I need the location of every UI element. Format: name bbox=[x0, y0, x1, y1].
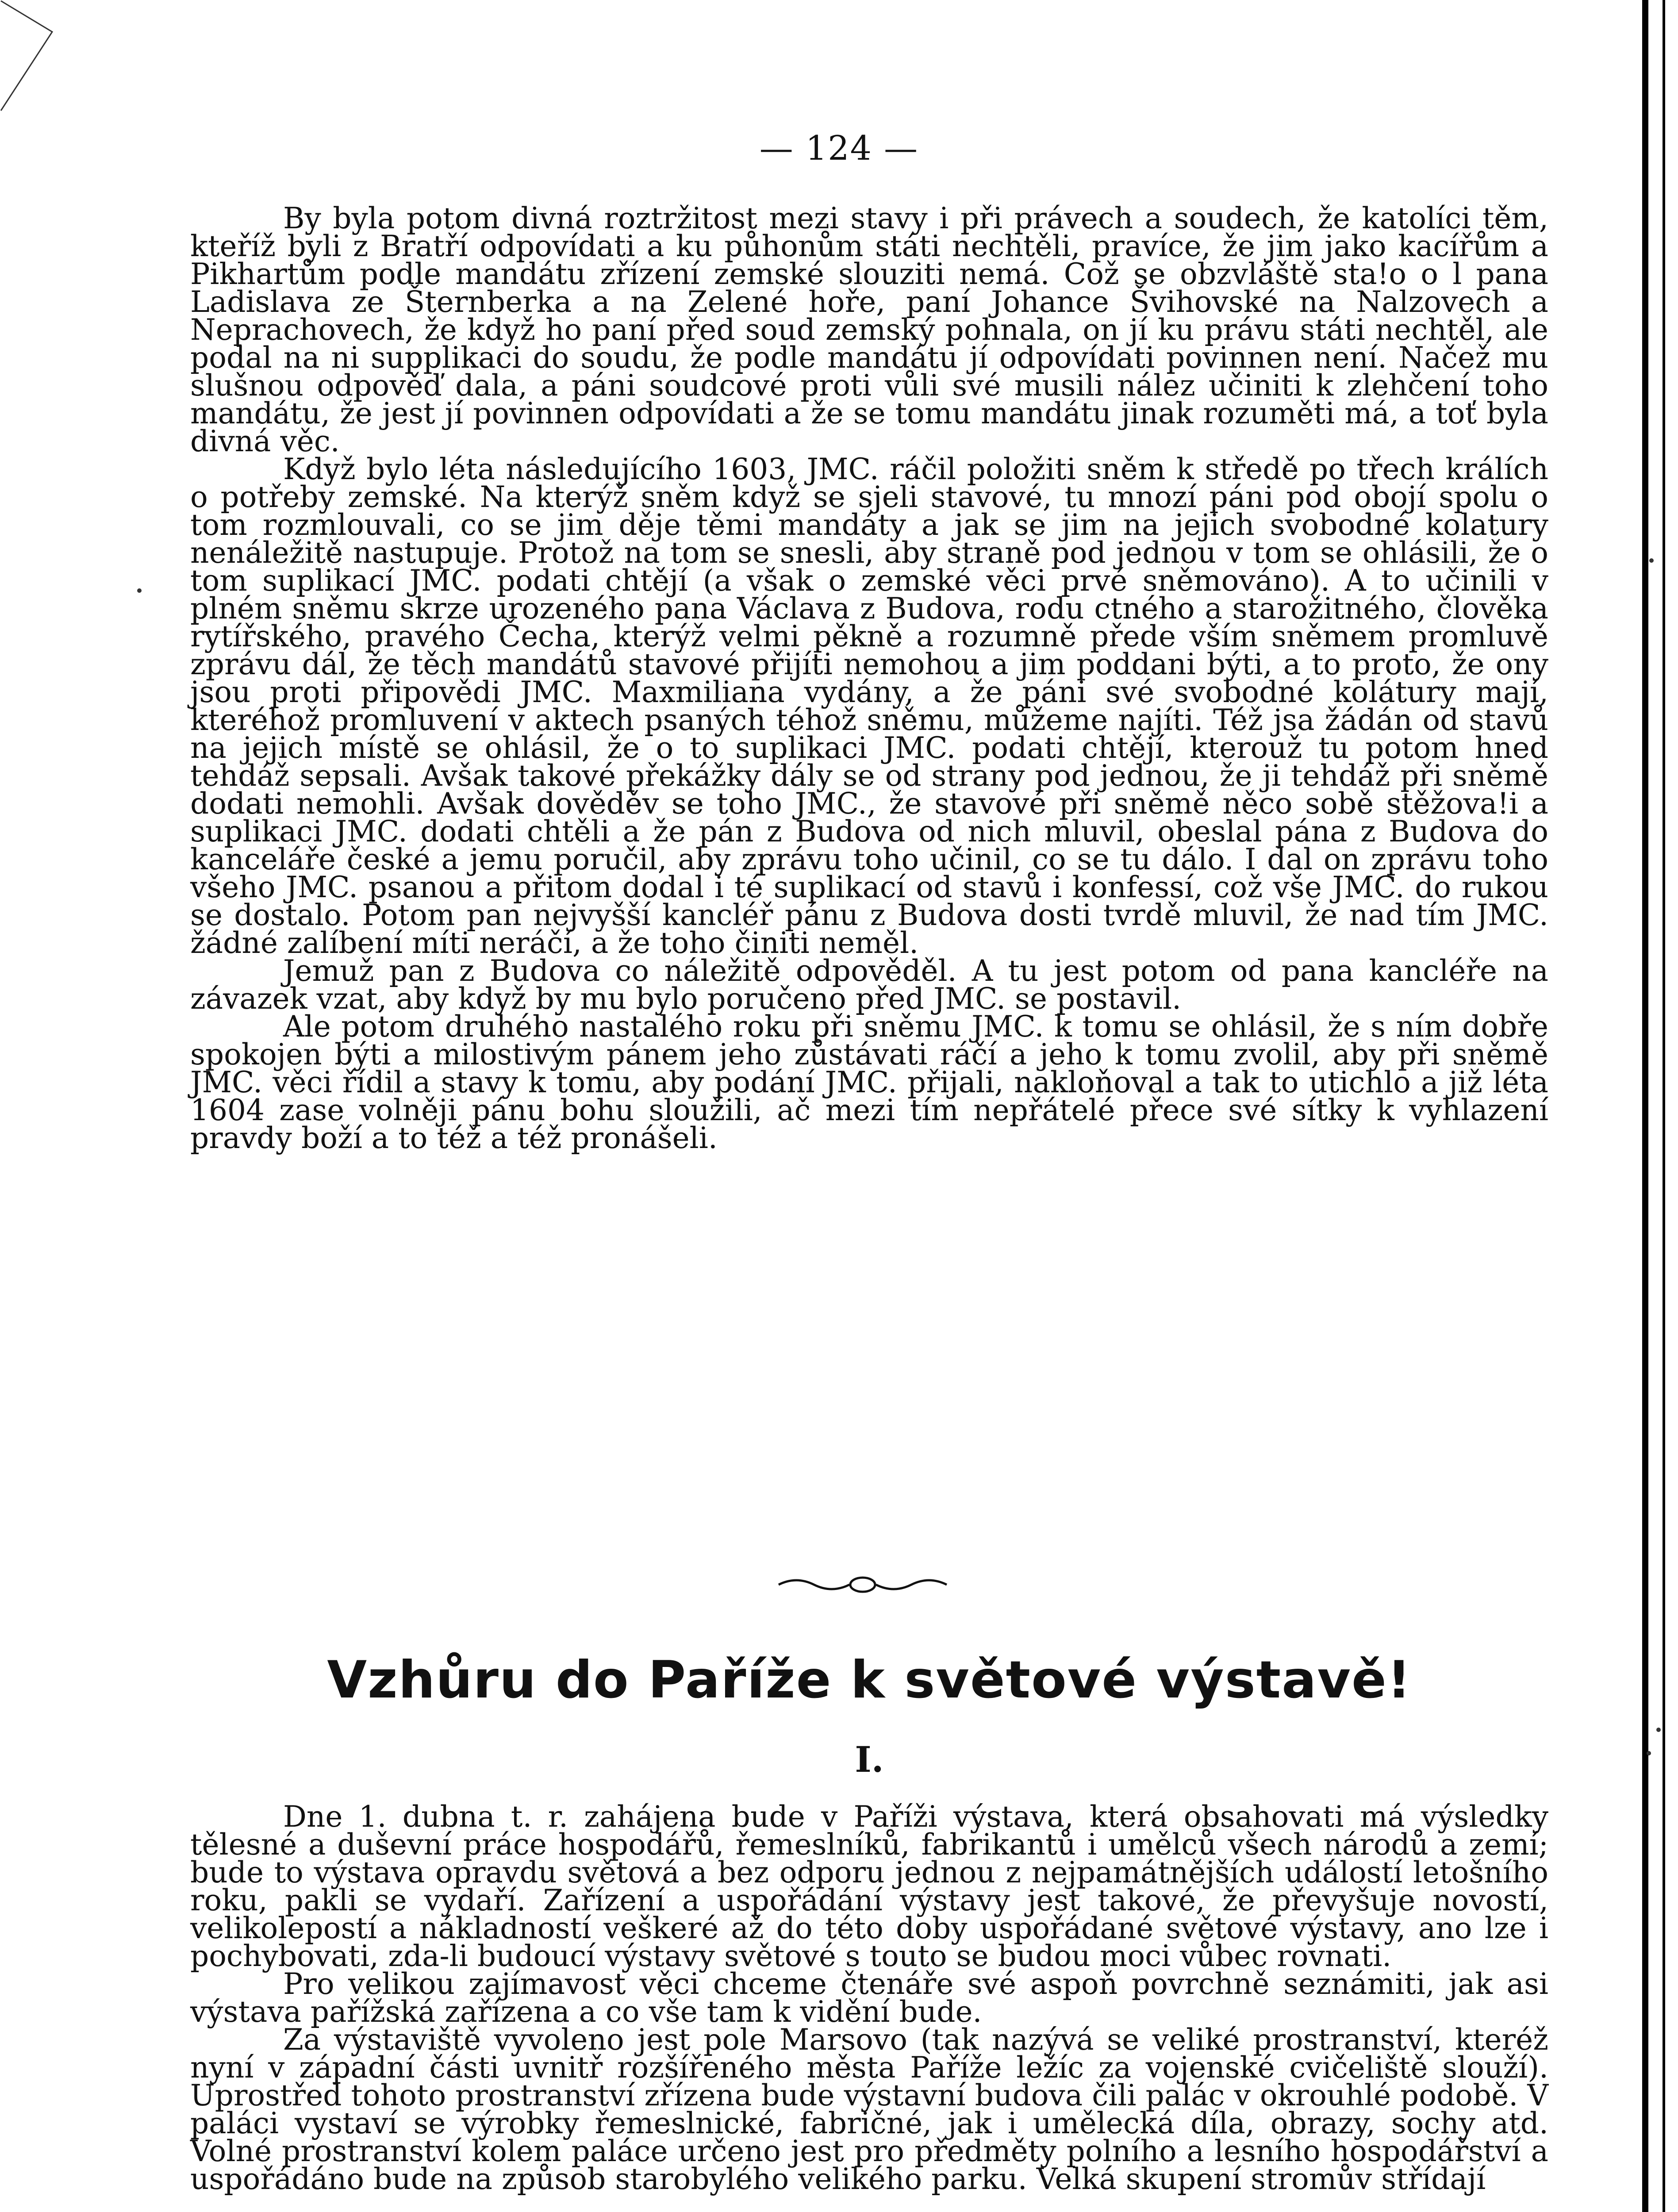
article-body bbox=[190, 1800, 1548, 2196]
paragraph: Jemuž pan z Budova co náležitě odpověděl. A tu jest potom od pana kancléře na závazek vzat, aby když by mu bylo poručeno před JMC. se postavil. bbox=[190, 954, 1548, 1016]
paragraph: Ale potom druhého nastalého roku při sněmu JMC. k tomu se ohlásil, že s ním dobře spokojen býti a milostivým pánem jeho zůstávati ráčí a jeho k tomu zvolil, aby při sněmě JMC. věci řídil a stavy k tomu, aby podání JMC. přijali, nakloňoval a tak to utichlo a již léta 1604 zase volněji pánu bohu sloužili, ač mezi tím nepřátelé přece své sítky k vyhlazení pravdy boží a to též a též pronášeli. bbox=[190, 1010, 1548, 1155]
paragraph: Dne 1. dubna t. r. zahájena bude v Paříži výstava, která obsahovati má výsledky tělesné a duševní práce hospodářů, řemeslníků, fabrikantů i umělců všech národů a zemí; bude to výstava opravdu světová a bez odporu jednou z nejpamátnějších událostí letošního roku, pakli se vydaří. Zařízení a uspořádání výstavy jest takové, že převyšuje novostí, velikolepostí a nákladností veškeré až do této doby uspořádané světové výstavy, ano lze i pochybovati, zda-li budoucí výstavy světové s touto se budou moci vůbec rovnati. bbox=[190, 1800, 1548, 1973]
paragraph: Když bylo léta následujícího 1603, JMC. ráčil položiti sněm k středě po třech králích o potřeby zemské. Na kterýž sněm když se sjeli stavové, tu mnozí páni pod obojí spolu o tom rozmlouvali, co se jim děje těmi mandáty a jak se jim na jejich svobodné kolatury nenáležitě nastupuje. Protož na tom se snesli, aby straně pod jednou v tom se ohlásili, že o tom suplikací JMC. podati chtějí (a však o zemské věci prvé sněmováno). A to učinili v plném sněmu skrze urozeného pana Václava z Budova, rodu ctného a starožitného, člověka rytířského, pravého Čecha, kterýž velmi pěkně a rozumně přede vším sněmem promluvě zprávu dál, že těch mandátů stavové přijíti nemohou a jim poddani býti, a to proto, že ony jsou proti připovědi JMC. Maxmiliana vydány, a že páni své svobodné kolátury mají, kteréhož promluvení v aktech psaných téhož sněmu, můžeme najíti. Též jsa žádán od stavů na jejich místě se ohlásil, že o to suplikaci JMC. podati chtějí, kterouž tu potom hned tehdáž sepsali. Avšak takové překážky dály se od strany pod jednou, že ji tehdáž při sněmě dodati nemohli. Avšak dověděv se toho JMC., že stavové při sněmě něco sobě stěžova!i a suplikaci JMC. dodati chtěli a že pán z Budova od nich mluvil, obeslal pána z Budova do kanceláře české a jemu poručil, aby zprávu toho učinil, co se tu dálo. I dal on zprávu toho všeho JMC. psanou a přitom dodal i té suplikací od stavů i konfessí, což vše JMC. do rukou se dostalo. Potom pan nejvyšší kancléř pánu z Budova dosti tvrdě mluvil, že nad tím JMC. žádné zalíbení míti neráčí, a že toho činiti neměl. bbox=[190, 452, 1548, 960]
ornament-divider bbox=[770, 1571, 956, 1598]
paragraph: Za výstaviště vyvoleno jest pole Marsovo (tak nazývá se veliké prostranství, kteréž nyní v západní části uvnitř rozšířeného města Paříže ležíc za vojenské cvičeliště slouží). Uprostřed tohoto prostranství zřízena bude výstavní budova čili palác v okrouhlé podobě. V paláci vystaví se výrobky řemeslnické, fabričné, jak i umělecká díla, obrazy, sochy atd. Volné prostranství kolem paláce určeno jest pro předměty polního a lesního hospodářství a uspořádáno bude na způsob starobylého velikého parku. Velká skupení stromův střídají bbox=[190, 2023, 1548, 2196]
ink-speck bbox=[1647, 1751, 1651, 1755]
paragraph: By byla potom divná roztržitost mezi stavy i při právech a soudech, že katolíci těm, kteříž byli z Bratří odpovídati a ku půhonům státi nechtěli, pravíce, že jim jako kacířům a Pikhartům podle mandátu zřízení zemské slouziti nemá. Což se obzvláště sta!o o l pana Ladislava ze Šternberka a na Zelené hoře, paní Johance Švihovské na Nalzovech a Neprachovech, že když ho paní před soud zemský pohnala, on jí ku právu státi nechtěl, ale podal na ni supplikaci do soudu, že podle mandátu jí odpovídati povinnen není. Načež mu slušnou odpověď dala, a páni soudcové proti vůli své musili nález učiniti k zlehčení toho mandátu, že jest jí povinnen odpovídati a že se tomu mandátu jinak rozuměti má, a toť byla divná věc. bbox=[190, 201, 1548, 458]
page-corner-fold bbox=[0, 0, 66, 115]
article-continuation bbox=[190, 201, 1548, 1155]
page-edge-rule-thick bbox=[1642, 0, 1648, 2212]
ink-speck bbox=[1649, 558, 1654, 563]
section-number: I. bbox=[855, 1739, 884, 1780]
paragraph: Pro velikou zajímavost věci chceme čtenáře své aspoň povrchně seznámiti, jak asi výstava pařížská zařízena a co vše tam k vidění bude. bbox=[190, 1967, 1548, 2029]
page-number: — 124 — bbox=[759, 128, 919, 168]
article-heading: Vzhůru do Paříže k světové výstavě! bbox=[327, 1650, 1412, 1710]
page-edge-rule-thin bbox=[1663, 0, 1665, 2212]
ink-speck bbox=[137, 588, 142, 593]
ink-speck bbox=[1656, 1728, 1661, 1732]
